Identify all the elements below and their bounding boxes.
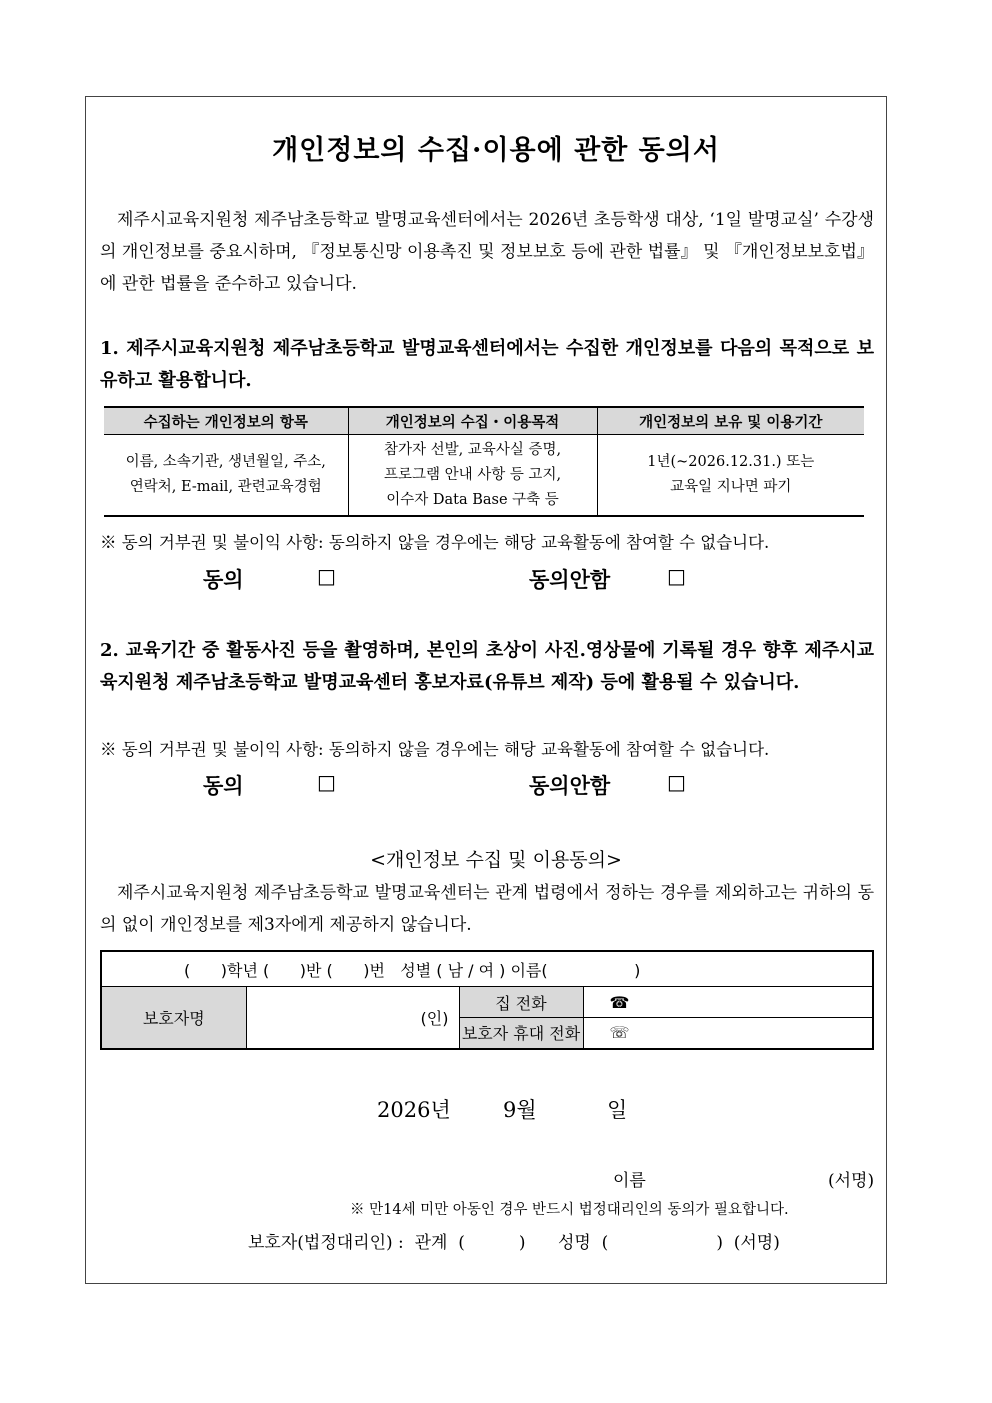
- date-day: 일: [607, 1098, 628, 1122]
- period-line: 1년(~2026.12.31.) 또는: [647, 454, 815, 470]
- consent-heading: <개인정보 수집 및 이용동의>: [370, 849, 622, 871]
- disagree-checkbox[interactable]: □: [667, 770, 686, 794]
- items-line: 이름, 소속기관, 생년월일, 주소,: [125, 454, 326, 470]
- section2-refusal-note: ※ 동의 거부권 및 불이익 사항: 동의하지 않을 경우에는 해당 교육활동에 참여할 수 없습니다.: [100, 740, 770, 759]
- phone-icon: ☎: [609, 992, 630, 1012]
- mobile-phone-icon: ☏: [609, 1023, 630, 1043]
- student-info-table: [100, 950, 874, 1050]
- table-cell-purpose: [348, 435, 597, 517]
- agree-checkbox[interactable]: □: [317, 564, 336, 588]
- date-year: 2026년: [377, 1098, 451, 1122]
- consent-text: 제주시교육지원청 제주남초등학교 발명교육센터는 관계 법령에서 정하는 경우를 제외하고는 귀하의 동의 없이 개인정보를 제3자에게 제공하지 않습니다.: [100, 883, 874, 935]
- page-title: 개인정보의 수집·이용에 관한 동의서: [272, 135, 720, 166]
- table-header-items: 수집하는 개인정보의 항목: [104, 407, 348, 435]
- table-cell-period: [597, 435, 864, 517]
- name-label: 이름: [613, 1171, 646, 1191]
- agree-label: 동의: [203, 773, 244, 798]
- minor-consent-note: ※ 만14세 미만 아동인 경우 반드시 법정대리인의 동의가 필요합니다.: [350, 1202, 789, 1218]
- purpose-line: 이수자 Data Base 구축 등: [386, 491, 559, 508]
- mobile-phone-label: 보호자 휴대 전화: [459, 1018, 583, 1049]
- agree-label: 동의: [203, 567, 244, 592]
- table-header-purpose: 개인정보의 수집・이용목적: [348, 407, 597, 435]
- period-line: 교육일 지나면 파기: [670, 479, 792, 495]
- table-cell-items: [104, 435, 348, 517]
- guardian-name-field[interactable]: [246, 987, 459, 1049]
- sign-label: (서명): [828, 1171, 875, 1191]
- disagree-label: 동의안함: [529, 567, 611, 592]
- section2-heading: 2. 교육기간 중 활동사진 등을 촬영하며, 본인의 초상이 사진.영상물에 기록될 경우 향후 제주시교육지원청 제주남초등학교 발명교육센터 홍보자료(유튜브 제작) 등에 활용될 수 있습니다.: [100, 640, 874, 693]
- seal-mark: (인): [420, 1008, 449, 1028]
- items-line: 연락처, E-mail, 관련교육경험: [129, 479, 322, 495]
- section1-consent-row: [0, 564, 992, 594]
- disagree-checkbox[interactable]: □: [667, 564, 686, 588]
- section1-heading: 1. 제주시교육지원청 제주남초등학교 발명교육센터에서는 수집한 개인정보를 다음의 목적으로 보유하고 활용합니다.: [100, 338, 874, 391]
- intro-paragraph: 제주시교육지원청 제주남초등학교 발명교육센터에서는 2026년 초등학생 대상, ‘1일 발명교실’ 수강생의 개인정보를 중요시하며, 『정보통신망 이용촉진 및 정보보호 등에 관한 법률』 및 『개인정보보호법』에 관한 법률을 준수하고 있습니다.: [100, 210, 874, 294]
- mobile-phone-field[interactable]: [583, 1018, 873, 1049]
- home-phone-label: 집 전화: [459, 987, 583, 1018]
- purpose-line: 참가자 선발, 교육사실 증명,: [383, 441, 562, 458]
- table-header-period: 개인정보의 보유 및 이용기간: [597, 407, 864, 435]
- guardian-name-label: 보호자명: [101, 987, 246, 1049]
- purpose-table: [104, 406, 864, 517]
- disagree-label: 동의안함: [529, 773, 611, 798]
- student-info-line[interactable]: ( )학년 ( )반 ( )번 성별 ( 남 / 여 ) 이름( ): [101, 951, 873, 987]
- date-month: 9월: [503, 1098, 537, 1122]
- home-phone-field[interactable]: [583, 987, 873, 1018]
- section1-refusal-note: ※ 동의 거부권 및 불이익 사항: 동의하지 않을 경우에는 해당 교육활동에 참여할 수 없습니다.: [100, 533, 770, 552]
- guardian-signature-line[interactable]: 보호자(법정대리인) : 관계 ( ) 성명 ( ) (서명): [248, 1233, 780, 1253]
- section2-consent-row: [0, 770, 992, 800]
- agree-checkbox[interactable]: □: [317, 770, 336, 794]
- purpose-line: 프로그램 안내 사항 등 고지,: [383, 466, 562, 483]
